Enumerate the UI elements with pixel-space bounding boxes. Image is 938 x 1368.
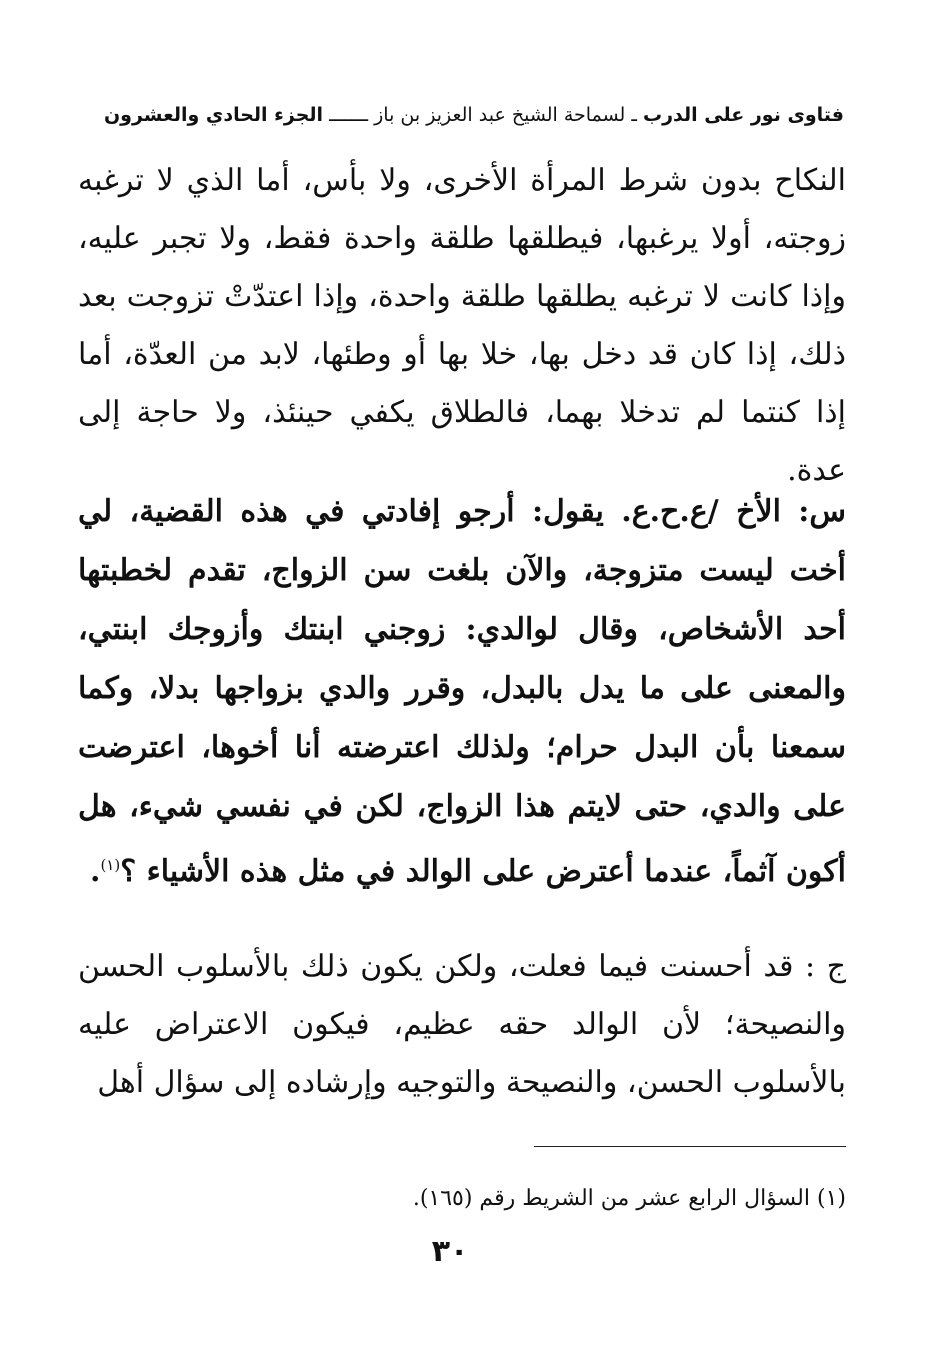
continuation-paragraph: النكاح بدون شرط المرأة الأخرى، ولا بأس، أما الذي لا ترغبه زوجته، أولا يرغبها، فيطلقها طلقة واحدة فقط، ولا تجبر عليه، وإذا كانت لا ترغبه يطلقها طلقة واحدة، وإذا اعتدّتْ تزوجت بعد ذلك، إذا كان قد دخل بها، خلا بها أو وطئها، لابد من العدّة، أما إذا كنتما لم تدخلا بهما، فالطلاق يكفي حينئذ، ولا حاجة إلى عدة. — [78, 163, 846, 488]
header-separator: ـ — [631, 104, 637, 126]
author-name: لسماحة الشيخ عبد العزيز بن باز — [374, 104, 626, 126]
book-title: فتاوى نور على الدرب — [643, 104, 844, 126]
question-text: س: الأخ /ع.ح.ع. يقول: أرجو إفادتي في هذه القضية، لي أخت ليست متزوجة، والآن بلغت سن الزواج، تقدم لخطبتها أحد الأشخاص، وقال لوالدي: زوجني ابنتك وأزوجك ابنتي، والمعنى على ما يدل بالبدل، وقرر والدي بزواجها بدلا، وكما سمعنا بأن البدل حرام؛ ولذلك اعترضته أنا أخوها، اعترضت على والدي، حتى لايتم هذا الزواج، لكن في نفسي شيء، هل أكون آثماً، عندما أعترض على الوالد في مثل هذه الأشياء ؟ — [78, 494, 846, 889]
header-separator-line: ـــــــ — [329, 104, 369, 126]
volume-title: الجزء الحادي والعشرون — [103, 104, 324, 126]
footnote-divider — [534, 1146, 846, 1147]
running-header — [80, 98, 844, 132]
footnote-reference: (١) — [100, 856, 121, 874]
footnote: (١) السؤال الرابع عشر من الشريط رقم (١٦٥). — [412, 1186, 846, 1211]
question-paragraph: س: الأخ /ع.ح.ع. يقول: أرجو إفادتي في هذه القضية، لي أخت ليست متزوجة، والآن بلغت سن الزواج، تقدم لخطبتها أحد الأشخاص، وقال لوالدي: زوجني ابنتك وأزوجك ابنتي، والمعنى على ما يدل بالبدل، وقرر والدي بزواجها بدلا، وكما سمعنا بأن البدل حرام؛ ولذلك اعترضته أنا أخوها، اعترضت على والدي، حتى لايتم هذا الزواج، لكن في نفسي شيء، هل أكون آثماً، عندما أعترض على الوالد في مثل هذه الأشياء ؟$^{(١)}$. — [78, 494, 846, 889]
page-number: ٣٠ — [431, 1234, 469, 1269]
answer-paragraph: ج : قد أحسنت فيما فعلت، ولكن يكون ذلك بالأسلوب الحسن والنصيحة؛ لأن الوالد حقه عظيم، فيكون الاعتراض عليه بالأسلوب الحسن، والنصيحة والتوجيه وإرشاده إلى سؤال أهل — [78, 949, 846, 1100]
